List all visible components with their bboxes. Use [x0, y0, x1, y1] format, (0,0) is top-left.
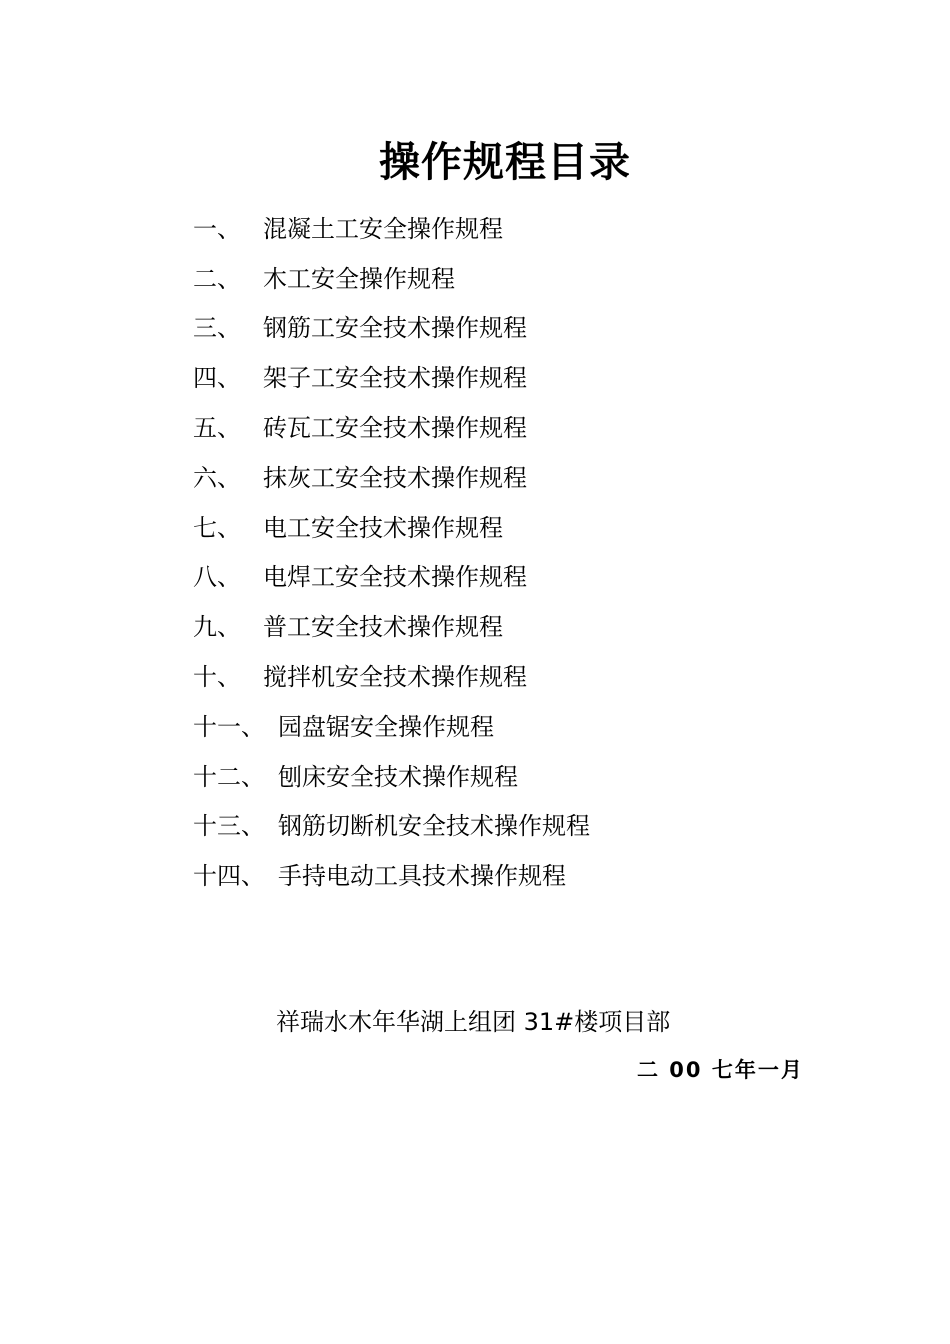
- item-number: 八、: [193, 563, 241, 592]
- item-number: 十三、: [193, 812, 265, 841]
- list-item: [193, 553, 753, 603]
- item-title: 普工安全技术操作规程: [263, 613, 503, 642]
- list-item: [193, 503, 753, 553]
- item-number: 五、: [193, 414, 241, 443]
- list-item: [193, 602, 753, 652]
- list-item: [193, 802, 753, 852]
- item-title: 钢筋切断机安全技术操作规程: [278, 812, 590, 841]
- item-number: 二、: [193, 264, 241, 293]
- document-date: 二 00 七年一月: [637, 1058, 804, 1082]
- item-number: 九、: [193, 613, 241, 642]
- item-title: 手持电动工具技术操作规程: [278, 862, 566, 891]
- list-item: [193, 702, 753, 752]
- item-title: 钢筋工安全技术操作规程: [263, 314, 527, 343]
- item-number: 六、: [193, 463, 241, 492]
- item-title: 刨床安全技术操作规程: [278, 762, 518, 791]
- list-item: [193, 254, 753, 304]
- item-number: 一、: [193, 214, 241, 243]
- item-number: 十四、: [193, 862, 265, 891]
- list-item: [193, 652, 753, 702]
- organization-name: 祥瑞水木年华湖上组团 31#楼项目部: [276, 1008, 671, 1036]
- item-number: 十二、: [193, 762, 265, 791]
- item-title: 木工安全操作规程: [263, 264, 455, 293]
- item-number: 七、: [193, 513, 241, 542]
- item-title: 架子工安全技术操作规程: [263, 364, 527, 393]
- item-title: 砖瓦工安全技术操作规程: [263, 414, 527, 443]
- item-number: 十一、: [193, 712, 265, 741]
- item-title: 电焊工安全技术操作规程: [263, 563, 527, 592]
- list-item: [193, 453, 753, 503]
- item-title: 园盘锯安全操作规程: [278, 712, 494, 741]
- list-item: [193, 403, 753, 453]
- list-item: [193, 851, 753, 901]
- item-number: 三、: [193, 314, 241, 343]
- item-number: 十、: [193, 663, 241, 692]
- list-item: [193, 204, 753, 254]
- item-title: 混凝土工安全操作规程: [263, 214, 503, 243]
- list-item: [193, 353, 753, 403]
- table-of-contents: [193, 204, 753, 901]
- item-title: 搅拌机安全技术操作规程: [263, 663, 527, 692]
- item-title: 抹灰工安全技术操作规程: [263, 463, 527, 492]
- list-item: [193, 752, 753, 802]
- list-item: [193, 304, 753, 354]
- item-number: 四、: [193, 364, 241, 393]
- page-title: 操作规程目录: [379, 138, 631, 186]
- item-title: 电工安全技术操作规程: [263, 513, 503, 542]
